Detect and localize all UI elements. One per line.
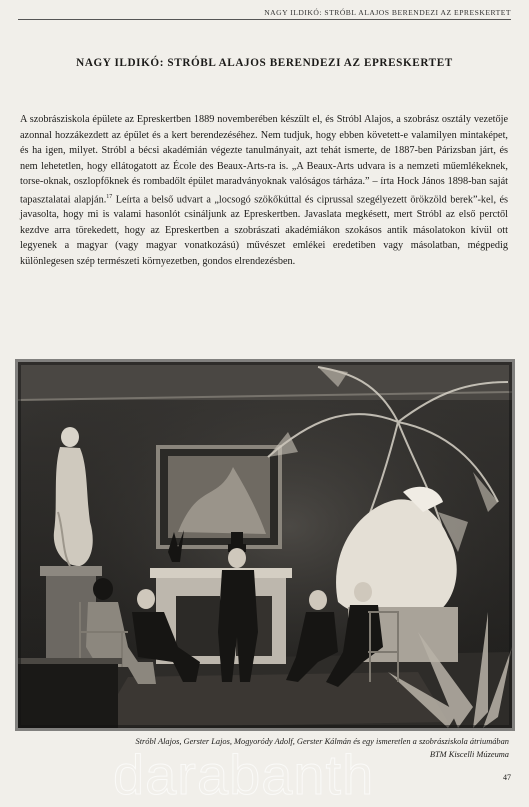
photo-caption <box>19 735 509 761</box>
caption-line-2: BTM Kiscelli Múzeuma <box>429 750 509 759</box>
watermark: darabanth <box>113 743 375 806</box>
page-number: 47 <box>503 773 511 782</box>
body-text-part2: Leírta a belső udvart a „locsogó szökőkúttal és ciprussal szegélyezett örökzöld berek”-kel, és javasolta, hogy mi is valami hasonlót csináljunk az Epreskertben. Javaslata megkésett, mert Stróbl az első perctől kezdve arra törekedett, hogy az Epreskertben a szobrászati akadémiákon szokásos antik másolatokon kívül ott legyenek a magyar (vagy magyar vonatkozású) művészet emlékei eredetiben vagy másolatban, mégpedig különlegesen szép természeti környezetben, gondos elrendezésben. <box>20 193 509 267</box>
caption-line-1: Stróbl Alajos, Gerster Lajos, Mogyoródy Adolf, Gerster Kálmán és egy ismeretlen a szobrásziskola átriumában <box>135 737 509 746</box>
footnote-ref: 17 <box>106 193 113 200</box>
body-paragraph <box>20 112 508 269</box>
article-title: NAGY ILDIKÓ: STRÓBL ALAJOS BERENDEZI AZ EPRESKERTET <box>76 57 453 69</box>
body-text-part1: A szobrásziskola épülete az Epreskertben 1889 novemberében készült el, és Stróbl Alajos, a szobrász osztály vezetője azonnal hozzákezdett az épület és a kert berendezéséhez. Nem tudjuk, hogy ebben követett-e valamilyen mintaképet, és ha igen, milyet. Stróbl a bécsi akadémián végezte tanulmányait, azt tehát ismerte, de 1887-ben Párizsban járt, és nem lehetetlen, hogy ellátogatott az École des Beaux-Arts-ra is. „A Beaux-Arts udvara is a nemzeti műemlékeknek, torse-oknak, oszlopfőknek és rombadőlt épület maradványoknak valóságos tárháza.” – írta Hock János 1898-ban saját tapasztalatai alapján. <box>20 114 508 205</box>
running-head: NAGY ILDIKÓ: STRÓBL ALAJOS BERENDEZI AZ EPRESKERTET <box>264 8 511 17</box>
photo-drawing <box>18 362 512 728</box>
header-rule <box>18 19 511 20</box>
